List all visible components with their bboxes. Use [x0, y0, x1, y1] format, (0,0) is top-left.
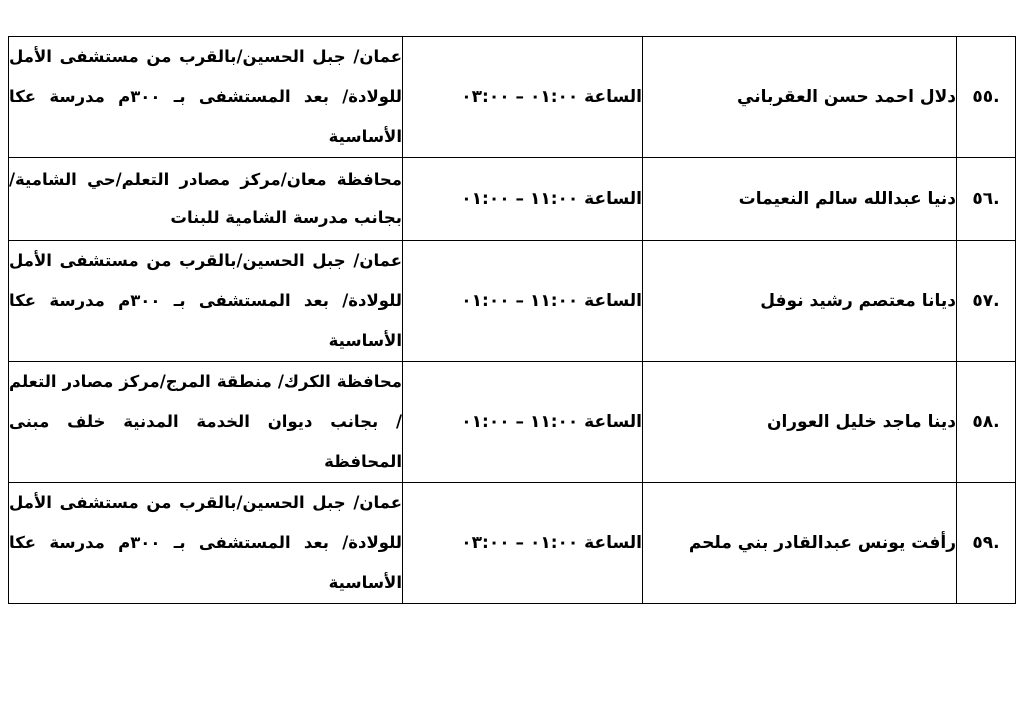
exam-time: الساعة ٠١:٠٠ – ٠٣:٠٠	[403, 483, 643, 604]
schedule-table	[8, 36, 1016, 604]
exam-location: عمان/ جبل الحسين/بالقرب من مستشفى الأمل للولادة/ بعد المستشفى بـ ٣٠٠م مدرسة عكا الأساسية	[9, 241, 403, 362]
row-number: .٥٩	[957, 483, 1016, 604]
exam-time: الساعة ١١:٠٠ – ٠١:٠٠	[403, 362, 643, 483]
exam-time: الساعة ٠١:٠٠ – ٠٣:٠٠	[403, 37, 643, 158]
candidate-name: دلال احمد حسن العقرباني	[643, 37, 957, 158]
candidate-name: دينا ماجد خليل العوران	[643, 362, 957, 483]
candidate-name: دنيا عبدالله سالم النعيمات	[643, 158, 957, 241]
table-row	[9, 483, 1016, 604]
exam-location: عمان/ جبل الحسين/بالقرب من مستشفى الأمل للولادة/ بعد المستشفى بـ ٣٠٠م مدرسة عكا الأساسية	[9, 483, 403, 604]
row-number: .٥٥	[957, 37, 1016, 158]
row-number: .٥٨	[957, 362, 1016, 483]
exam-location: عمان/ جبل الحسين/بالقرب من مستشفى الأمل للولادة/ بعد المستشفى بـ ٣٠٠م مدرسة عكا الأساسية	[9, 37, 403, 158]
candidate-name: رأفت يونس عبدالقادر بني ملحم	[643, 483, 957, 604]
row-number: .٥٧	[957, 241, 1016, 362]
table-row	[9, 37, 1016, 158]
exam-time: الساعة ١١:٠٠ – ٠١:٠٠	[403, 158, 643, 241]
row-number: .٥٦	[957, 158, 1016, 241]
exam-time: الساعة ١١:٠٠ – ٠١:٠٠	[403, 241, 643, 362]
exam-location: محافظة الكرك/ منطقة المرج/مركز مصادر التعلم / بجانب ديوان الخدمة المدنية خلف مبنى المحافظة	[9, 362, 403, 483]
table-row	[9, 362, 1016, 483]
table-row	[9, 241, 1016, 362]
table-row	[9, 158, 1016, 241]
candidate-name: ديانا معتصم رشيد نوفل	[643, 241, 957, 362]
exam-location: محافظة معان/مركز مصادر التعلم/حي الشامية/ بجانب مدرسة الشامية للبنات	[9, 158, 403, 241]
